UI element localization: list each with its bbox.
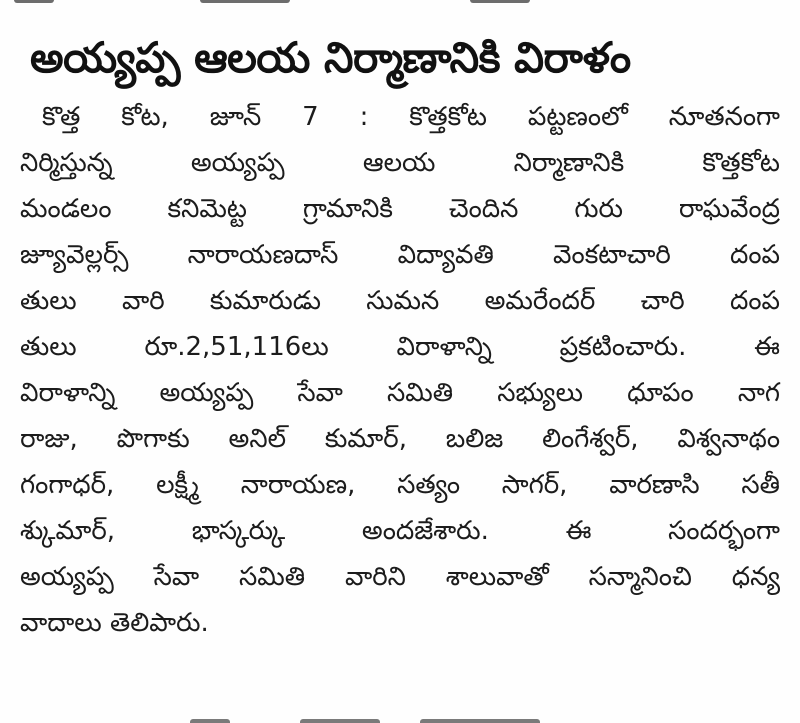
article-body — [20, 94, 780, 646]
article-line-11: అయ్యప్ప సేవా సమితి వారిని శాలువాతో సన్మానించి ధన్య — [20, 562, 780, 592]
article-line-6: తులు రూ.2,51,116లు విరాళాన్ని ప్రకటించారు. ఈ — [20, 332, 780, 362]
bottom-cropped-text-fragment — [0, 711, 800, 723]
article-line-1: కొత్త కోట, జూన్ 7 : కొత్తకోట పట్టణంలో నూతనంగా — [42, 102, 780, 132]
article-line-4: జ్యూవెల్లర్స్ నారాయణదాస్ విద్యావతి వెంకటాచారి దంప — [20, 240, 780, 270]
article-line-3: మండలం కనిమెట్ట గ్రామానికి చెందిన గురు రాఘవేంద్ర — [20, 194, 780, 224]
article-line-5: తులు వారి కుమారుడు సుమన అమరేందర్ చారి దంప — [20, 286, 780, 316]
article-line-9: గంగాధర్, లక్ష్మీ నారాయణ, సత్యం సాగర్, వారణాసి సతీ — [20, 470, 780, 500]
article-line-12: వాదాలు తెలిపారు. — [20, 608, 209, 638]
top-cropped-text-fragment — [0, 0, 800, 14]
article-line-2: నిర్మిస్తున్న అయ్యప్ప ఆలయ నిర్మాణానికి కొత్తకోట — [20, 148, 780, 178]
article-line-8: రాజు, పొగాకు అనిల్ కుమార్, బలిజ లింగేశ్వర్, విశ్వనాథం — [20, 424, 780, 454]
article-line-10: శ్కుమార్, భాస్కర్కు అందజేశారు. ఈ సందర్భంగా — [20, 516, 780, 546]
article-headline: అయ్యప్ప ఆలయ నిర్మాణానికి విరాళం — [30, 33, 631, 82]
article-line-7: విరాళాన్ని అయ్యప్ప సేవా సమితి సభ్యులు ధూపం నాగ — [20, 378, 780, 408]
